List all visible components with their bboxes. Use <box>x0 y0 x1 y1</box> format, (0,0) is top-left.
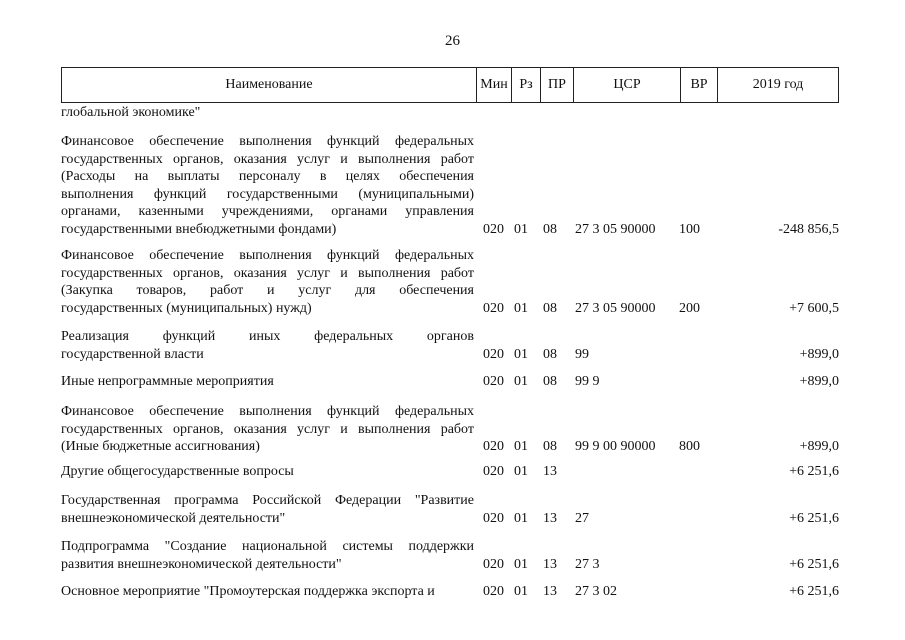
row-name <box>61 403 474 456</box>
row-rz: 01 <box>514 374 528 389</box>
row-value: +6 251,6 <box>789 556 839 572</box>
row-rz: 01 <box>514 510 528 526</box>
row-pr: 13 <box>543 584 557 599</box>
row-csr: 27 3 02 <box>575 584 617 599</box>
row-name-line: Финансовое обеспечение выполнения функций федеральных <box>61 248 474 263</box>
header-rz: Рз <box>511 67 541 103</box>
row-rz: 01 <box>514 556 528 572</box>
row-rz: 01 <box>514 584 528 599</box>
row-pr: 13 <box>543 464 557 479</box>
row-name <box>61 538 474 573</box>
row-min: 020 <box>483 556 504 572</box>
row-name-line: Иные непрограммные мероприятия <box>61 374 274 389</box>
row-min: 020 <box>483 374 504 389</box>
row-min: 020 <box>483 510 504 526</box>
row-min: 020 <box>483 300 504 316</box>
header-name: Наименование <box>61 67 477 103</box>
row-csr: 27 <box>575 510 589 526</box>
row-pr: 08 <box>543 374 557 389</box>
row-vr: 800 <box>679 439 700 454</box>
row-name-line: государственных (муниципальных) нужд) <box>61 300 312 316</box>
row-pr: 08 <box>543 439 557 454</box>
header-year: 2019 год <box>717 67 839 103</box>
row-name-line: глобальной экономике" <box>61 105 201 120</box>
row-name-line: государственными внебюджетными фондами) <box>61 221 337 237</box>
row-name-line: Другие общегосударственные вопросы <box>61 464 294 479</box>
row-value: +899,0 <box>799 374 839 389</box>
row-csr: 27 3 <box>575 556 600 572</box>
row-pr: 13 <box>543 556 557 572</box>
row-min: 020 <box>483 346 504 362</box>
row-name-line: Государственная программа Российской Федерации "Развитие <box>61 493 474 508</box>
row-value: +6 251,6 <box>789 584 839 599</box>
row-name-line: (Закупка товаров, работ и услуг для обеспечения <box>61 283 474 298</box>
row-value: -248 856,5 <box>778 221 839 237</box>
row-rz: 01 <box>514 464 528 479</box>
row-csr: 99 <box>575 346 589 362</box>
row-rz: 01 <box>514 346 528 362</box>
row-pr: 08 <box>543 221 557 237</box>
row-pr: 08 <box>543 300 557 316</box>
row-pr: 08 <box>543 346 557 362</box>
row-csr: 99 9 <box>575 374 600 389</box>
row-name <box>61 247 474 317</box>
row-vr: 100 <box>679 221 700 237</box>
row-name <box>61 492 474 527</box>
row-min: 020 <box>483 221 504 237</box>
header-csr: ЦСР <box>573 67 681 103</box>
row-rz: 01 <box>514 221 528 237</box>
row-name-line: Подпрограмма "Создание национальной системы поддержки <box>61 539 474 554</box>
row-name <box>61 583 474 601</box>
row-name <box>61 133 474 238</box>
row-min: 020 <box>483 464 504 479</box>
row-name-line: Основное мероприятие "Промоутерская поддержка экспорта и <box>61 584 435 599</box>
row-value: +899,0 <box>799 346 839 362</box>
row-name-line: Финансовое обеспечение выполнения функций федеральных <box>61 134 474 149</box>
row-name-line: государственной власти <box>61 346 204 362</box>
header-vr: ВР <box>680 67 718 103</box>
row-rz: 01 <box>514 439 528 454</box>
row-name-line: развития внешнеэкономической деятельности" <box>61 556 342 572</box>
row-name-line: внешнеэкономической деятельности" <box>61 510 286 526</box>
row-name-line: государственных органов, оказания услуг и выполнения работ <box>61 151 474 167</box>
row-name <box>61 463 474 481</box>
row-name-line: выполнения функций государственными (муниципальными) <box>61 186 474 202</box>
row-csr: 27 3 05 90000 <box>575 300 656 316</box>
row-value: +6 251,6 <box>789 464 839 479</box>
row-min: 020 <box>483 584 504 599</box>
row-name <box>61 328 474 363</box>
row-name-line: Реализация функций иных федеральных органов <box>61 329 474 344</box>
page-number: 26 <box>445 33 460 49</box>
row-name-line: государственных органов, оказания услуг и выполнения работ <box>61 421 474 437</box>
header-min: Мин <box>476 67 512 103</box>
row-csr: 99 9 00 90000 <box>575 439 656 454</box>
row-name-line: (Иные бюджетные ассигнования) <box>61 439 260 454</box>
table-header <box>61 67 839 105</box>
row-name-line: органами, казенными учреждениями, органами управления <box>61 204 474 219</box>
row-value: +899,0 <box>799 439 839 454</box>
row-value: +6 251,6 <box>789 510 839 526</box>
row-value: +7 600,5 <box>789 300 839 316</box>
row-name-line: (Расходы на выплаты персоналу в целях обеспечения <box>61 169 474 184</box>
row-min: 020 <box>483 439 504 454</box>
header-pr: ПР <box>540 67 574 103</box>
row-name-line: государственных органов, оказания услуг и выполнения работ <box>61 265 474 281</box>
row-name <box>61 104 474 122</box>
row-name-line: Финансовое обеспечение выполнения функций федеральных <box>61 404 474 419</box>
row-pr: 13 <box>543 510 557 526</box>
row-name <box>61 373 474 391</box>
row-vr: 200 <box>679 300 700 316</box>
row-rz: 01 <box>514 300 528 316</box>
row-csr: 27 3 05 90000 <box>575 221 656 237</box>
